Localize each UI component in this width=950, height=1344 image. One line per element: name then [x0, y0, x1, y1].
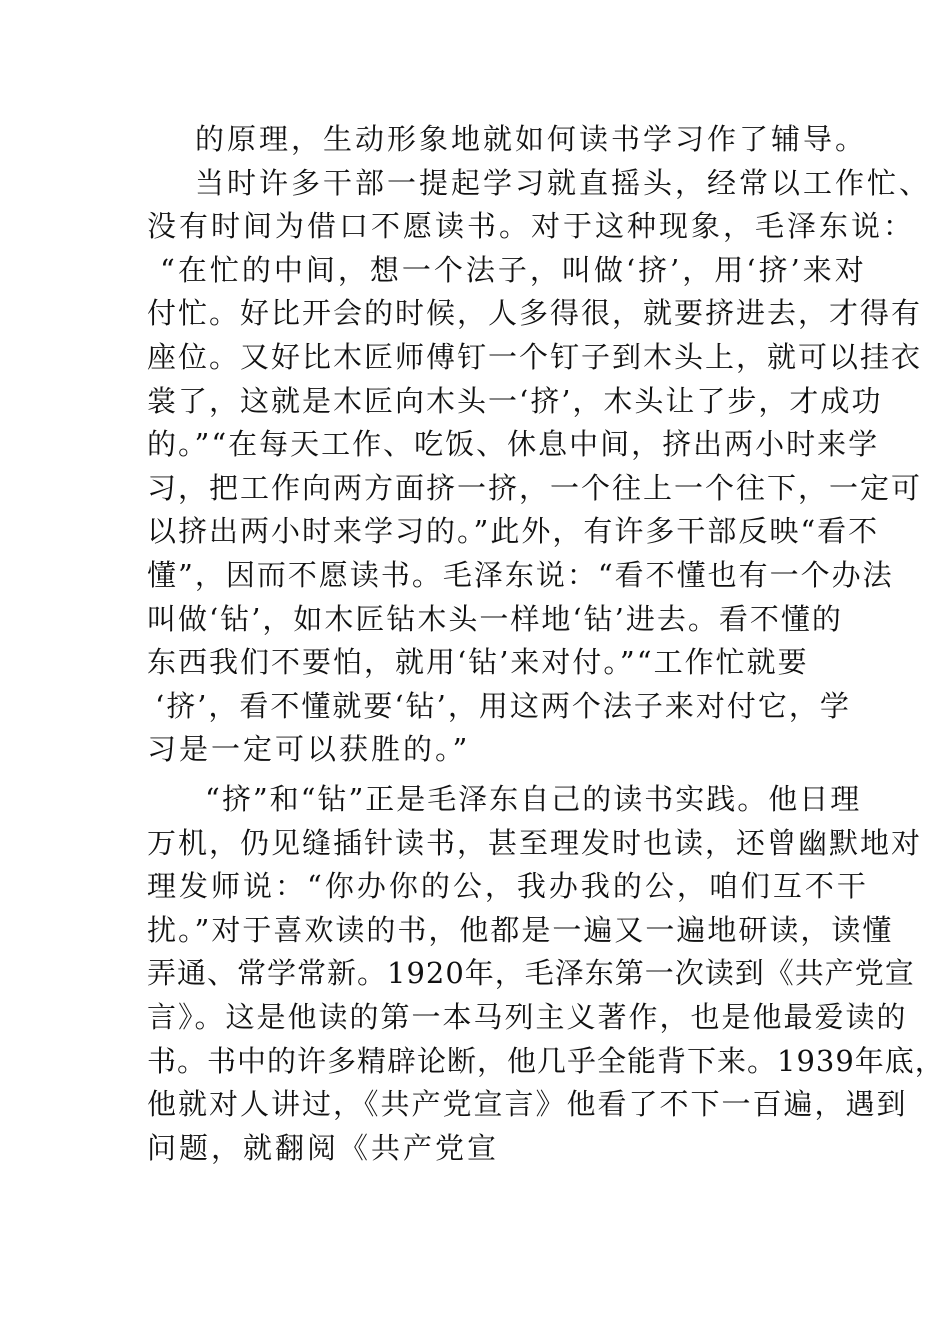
text-line-2: 当时许多干部一提起学习就直摇头，经常以工作忙、: [195, 166, 932, 200]
text-line-10: 以挤出两小时来学习的。”此外，有许多干部反映“看不: [147, 514, 880, 548]
text-line-22: 书。书中的许多精辟论断，他几乎全能背下来。1939年底，: [147, 1044, 945, 1078]
text-line-9: 习，把工作向两方面挤一挤，一个往上一个往下，一定可: [147, 471, 923, 505]
text-line-1: 的原理，生动形象地就如何读书学习作了辅导。: [195, 122, 868, 156]
text-line-15: 习是一定可以获胜的。”: [147, 732, 471, 766]
text-line-3: 没有时间为借口不愿读书。对于这种现象，毛泽东说：: [147, 209, 916, 243]
text-line-14: ‘挤’，看不懂就要‘钻’，用这两个法子来对付它，学: [155, 689, 851, 723]
text-line-4: “在忙的中间，想一个法子，叫做‘挤’，用‘挤’来对: [160, 253, 867, 287]
text-line-8: 的。”“在每天工作、吃饭、休息中间，挤出两小时来学: [147, 427, 880, 461]
text-line-5: 付忙。好比开会的时候，人多得很，就要挤进去，才得有: [147, 296, 923, 330]
text-line-6: 座位。又好比木匠师傅钉一个钉子到木头上，就可以挂衣: [147, 340, 923, 374]
text-line-13: 东西我们不要怕，就用‘钻’来对付。”“工作忙就要: [147, 645, 809, 679]
text-line-18: 理发师说：“你办你的公，我办我的公，咱们互不干: [147, 869, 869, 903]
text-line-23: 他就对人讲过，《共产党宣言》他看了不下一百遍，遇到: [147, 1087, 908, 1121]
text-line-21: 言》。这是他读的第一本马列主义著作，也是他最爱读的: [147, 1000, 908, 1034]
text-line-7: 裳了，这就是木匠向木头一‘挤’，木头让了步，才成功: [147, 384, 883, 418]
text-line-11: 懂”，因而不愿读书。毛泽东说：“看不懂也有一个办法: [147, 558, 894, 592]
text-line-17: 万机，仍见缝插针读书，甚至理发时也读，还曾幽默地对: [147, 826, 923, 860]
text-line-12: 叫做‘钻’，如木匠钻木头一样地‘钻’进去。看不懂的: [147, 602, 843, 636]
text-line-16: “挤”和“钻”正是毛泽东自己的读书实践。他日理: [205, 782, 862, 816]
text-line-24: 问题，就翻阅《共产党宣: [147, 1131, 500, 1165]
text-line-20: 弄通、常学常新。1920年，毛泽东第一次读到《共产党宣: [147, 956, 915, 990]
text-line-19: 扰。”对于喜欢读的书，他都是一遍又一遍地研读，读懂: [147, 913, 894, 947]
